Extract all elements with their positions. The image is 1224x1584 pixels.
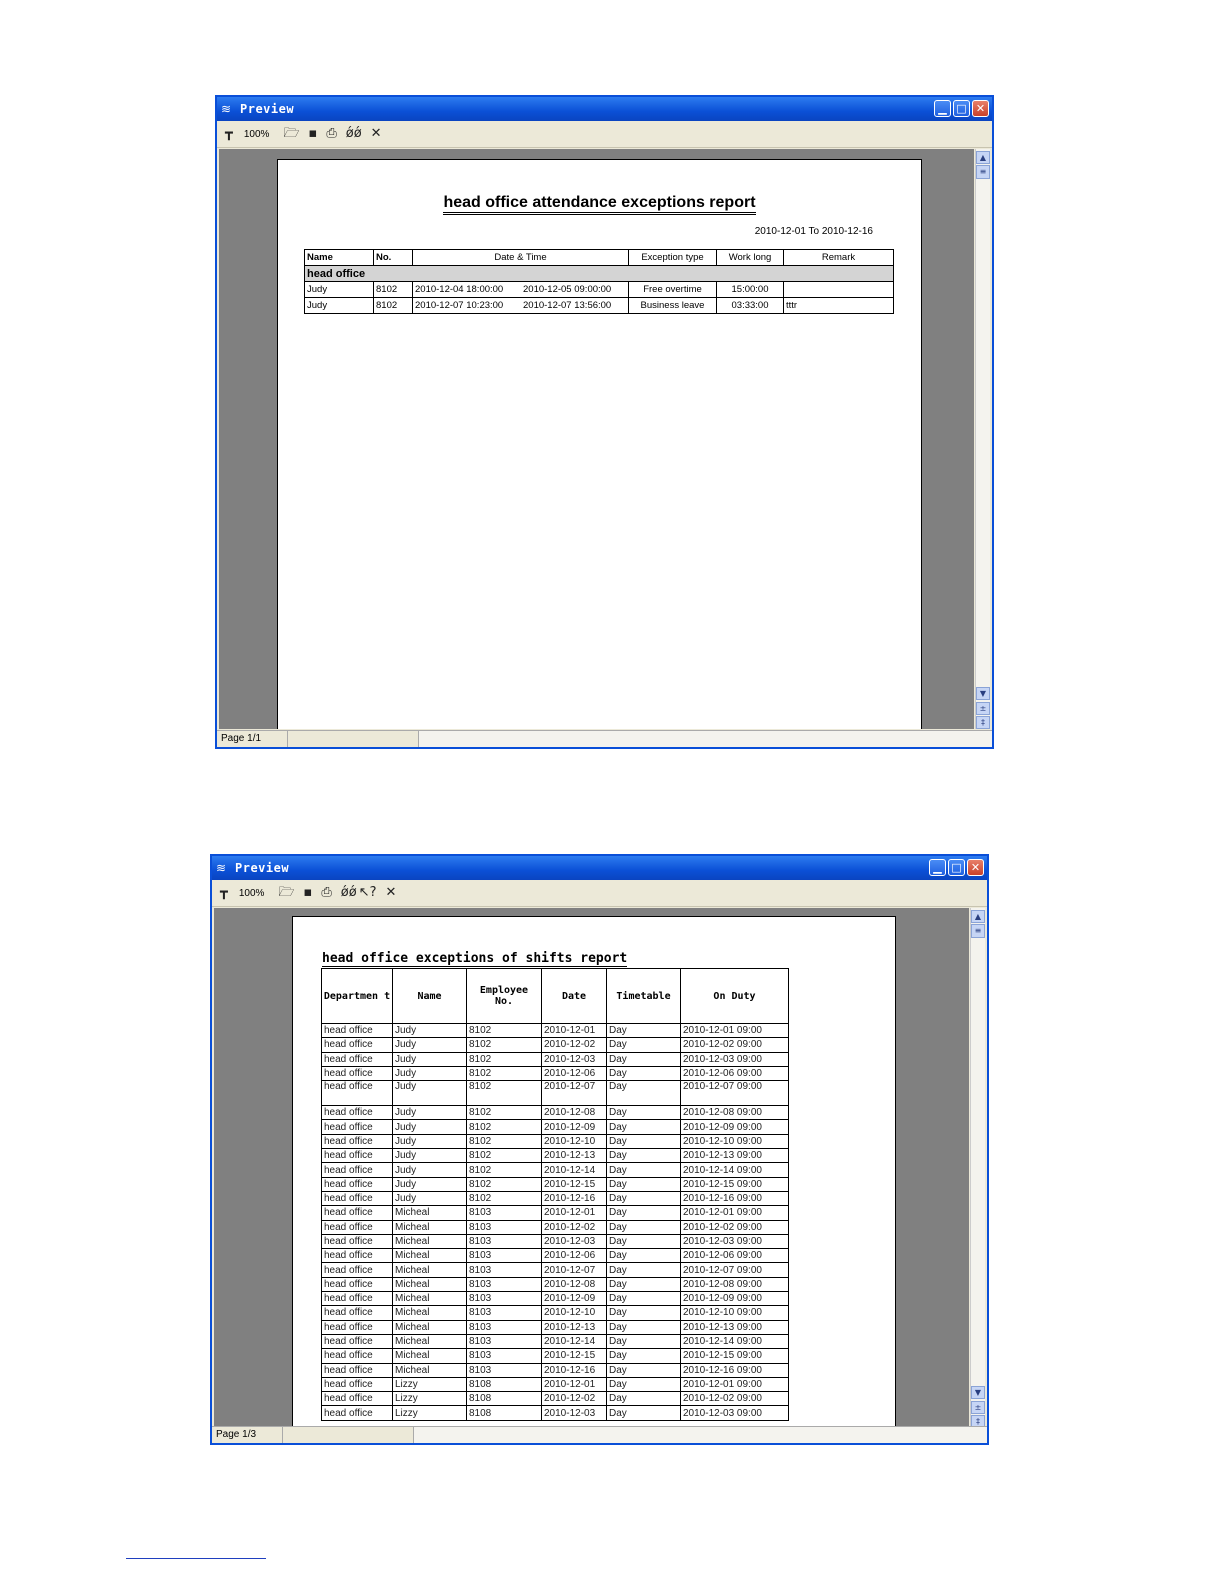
cell-on-duty: 2010-12-14 09:00 [681,1334,789,1348]
cell-on-duty: 2010-12-03 09:00 [681,1052,789,1066]
minimize-button[interactable]: ▁ [929,859,946,876]
col-header-no: No. [374,250,413,266]
cell-datetime: 2010-12-07 10:23:00 2010-12-07 13:56:00 [413,298,629,314]
cell-on-duty: 2010-12-01 09:00 [681,1024,789,1038]
table-row [322,1024,789,1038]
cell-employee-no: 8102 [467,1177,542,1191]
cell-name: Micheal [393,1349,467,1363]
cell-on-duty: 2010-12-06 09:00 [681,1066,789,1080]
cell-date: 2010-12-03 [542,1406,607,1420]
cell-employee-no: 8102 [467,1134,542,1148]
cell-name: Micheal [393,1263,467,1277]
cell-on-duty: 2010-12-07 09:00 [681,1263,789,1277]
zoom-level[interactable]: 100% [238,887,265,899]
close-icon[interactable]: ✕ [385,885,397,900]
cell-name: Judy [393,1120,467,1134]
status-blank [283,1427,414,1443]
cell-on-duty: 2010-12-15 09:00 [681,1177,789,1191]
cell-timetable: Day [607,1263,681,1277]
report-page [292,916,896,1428]
cell-employee-no: 8103 [467,1234,542,1248]
cell-department: head office [322,1249,393,1263]
col-header-work-long: Work long [717,250,784,266]
window-title: Preview [240,102,295,116]
cell-name: Judy [393,1163,467,1177]
cell-name: Micheal [393,1306,467,1320]
cell-employee-no: 8103 [467,1363,542,1377]
col-header-exception-type: Exception type [629,250,717,266]
cell-employee-no: 8108 [467,1392,542,1406]
cell-name: Judy [393,1038,467,1052]
cell-date: 2010-12-16 [542,1363,607,1377]
cell-no: 8102 [374,298,413,314]
scroll-thumb[interactable]: ≡ [971,924,985,938]
cell-exception-type: Business leave [629,298,717,314]
cell-employee-no: 8103 [467,1320,542,1334]
cell-name: Judy [393,1066,467,1080]
cell-datetime: 2010-12-04 18:00:00 2010-12-05 09:00:00 [413,282,629,298]
cell-department: head office [322,1038,393,1052]
cell-work-long: 15:00:00 [717,282,784,298]
cell-name: Micheal [393,1320,467,1334]
cell-on-duty: 2010-12-03 09:00 [681,1406,789,1420]
cell-date: 2010-12-08 [542,1277,607,1291]
table-row [322,1363,789,1377]
cell-timetable: Day [607,1052,681,1066]
cell-department: head office [322,1363,393,1377]
cell-employee-no: 8103 [467,1249,542,1263]
cell-department: head office [322,1220,393,1234]
table-row [322,1349,789,1363]
help-icon[interactable]: ↖? [358,885,377,900]
cell-department: head office [322,1052,393,1066]
cell-timetable: Day [607,1392,681,1406]
report-date-range: 2010-12-01 To 2010-12-16 [754,226,873,237]
cell-date: 2010-12-07 [542,1263,607,1277]
cell-date: 2010-12-09 [542,1292,607,1306]
cell-department: head office [322,1206,393,1220]
cell-date: 2010-12-06 [542,1249,607,1263]
table-header [305,250,894,266]
title-bar[interactable] [212,856,987,880]
cell-timetable: Day [607,1066,681,1080]
preview-window-attendance-exceptions [215,95,994,749]
cell-employee-no: 8102 [467,1024,542,1038]
cell-name: Judy [393,1191,467,1205]
cell-no: 8102 [374,282,413,298]
cell-timetable: Day [607,1363,681,1377]
zoom-icon[interactable]: ┳ [220,885,228,900]
scroll-up-icon[interactable]: ▲ [976,151,990,164]
cell-name: Judy [393,1149,467,1163]
horizontal-scrollbar[interactable] [414,1427,987,1443]
cell-timetable: Day [607,1249,681,1263]
cell-timetable: Day [607,1149,681,1163]
cell-name: Micheal [393,1363,467,1377]
table-row [322,1038,789,1052]
cell-employee-no: 8103 [467,1206,542,1220]
cell-name: Judy [305,298,374,314]
maximize-button[interactable]: □ [948,859,965,876]
title-bar[interactable] [217,97,992,121]
cell-department: head office [322,1106,393,1120]
window-title: Preview [235,861,290,875]
cell-name: Judy [393,1134,467,1148]
table-row [322,1263,789,1277]
horizontal-scrollbar[interactable] [419,731,992,747]
table-header [322,969,789,1024]
cell-employee-no: 8108 [467,1406,542,1420]
cell-date: 2010-12-14 [542,1334,607,1348]
table-row [322,1120,789,1134]
cell-date: 2010-12-06 [542,1066,607,1080]
cell-employee-no: 8103 [467,1263,542,1277]
preview-window-shift-exceptions [210,854,989,1445]
cell-timetable: Day [607,1163,681,1177]
cell-on-duty: 2010-12-01 09:00 [681,1377,789,1391]
cell-employee-no: 8103 [467,1334,542,1348]
report-page [277,159,922,729]
exceptions-table [304,249,894,314]
cell-timetable: Day [607,1206,681,1220]
scroll-up-icon[interactable]: ▲ [971,910,985,923]
cell-timetable: Day [607,1277,681,1291]
cell-name: Lizzy [393,1392,467,1406]
cell-date: 2010-12-13 [542,1149,607,1163]
cell-on-duty: 2010-12-14 09:00 [681,1163,789,1177]
cell-date: 2010-12-15 [542,1349,607,1363]
cell-on-duty: 2010-12-16 09:00 [681,1191,789,1205]
group-label: head office [305,266,894,282]
print-icon[interactable]: ⎙ [326,126,337,141]
preview-app-icon: ≋ [221,102,232,116]
cell-name: Judy [393,1081,467,1106]
report-title: head office exceptions of shifts report [322,951,627,966]
open-folder-icon[interactable]: 🗁 [283,126,300,141]
toolbar [212,880,987,907]
table-row [322,1220,789,1234]
cell-date: 2010-12-13 [542,1320,607,1334]
cell-timetable: Day [607,1038,681,1052]
table-row [322,1392,789,1406]
vertical-scrollbar[interactable] [970,908,985,1428]
table-row [322,1406,789,1420]
preview-viewport[interactable] [219,149,974,729]
cell-on-duty: 2010-12-02 09:00 [681,1392,789,1406]
cell-remark [784,282,894,298]
cell-on-duty: 2010-12-09 09:00 [681,1120,789,1134]
cell-name: Micheal [393,1249,467,1263]
table-row [322,1106,789,1120]
status-blank [288,731,419,747]
cell-department: head office [322,1163,393,1177]
table-row [322,1149,789,1163]
cell-timetable: Day [607,1334,681,1348]
cell-name: Judy [393,1106,467,1120]
binoculars-icon[interactable]: ǿǿ [340,885,357,900]
cell-on-duty: 2010-12-16 09:00 [681,1363,789,1377]
cell-employee-no: 8103 [467,1220,542,1234]
table-row [322,1234,789,1248]
col-header-employee-no: Employee No. [467,969,542,1024]
cell-name: Judy [393,1177,467,1191]
close-window-button[interactable]: ✕ [967,859,984,876]
cell-date: 2010-12-03 [542,1052,607,1066]
cell-date: 2010-12-02 [542,1392,607,1406]
cell-name: Micheal [393,1334,467,1348]
cell-timetable: Day [607,1081,681,1106]
table-row [322,1177,789,1191]
cell-timetable: Day [607,1320,681,1334]
cell-department: head office [322,1277,393,1291]
cell-on-duty: 2010-12-07 09:00 [681,1081,789,1106]
col-header-name: Name [393,969,467,1024]
page-down-icon[interactable]: ‡ [976,716,990,729]
cell-timetable: Day [607,1134,681,1148]
scroll-down-icon[interactable]: ▼ [976,687,990,700]
cell-name: Micheal [393,1206,467,1220]
open-folder-icon[interactable]: 🗁 [278,885,295,900]
col-header-on-duty: On Duty [681,969,789,1024]
cell-department: head office [322,1024,393,1038]
col-header-name: Name [305,250,374,266]
binoculars-icon[interactable]: ǿǿ [345,126,362,141]
preview-app-icon: ≋ [216,861,227,875]
table-row [322,1066,789,1080]
col-header-department: Departmen t [322,969,393,1024]
save-icon[interactable]: ▪ [303,885,313,900]
col-header-date: Date [542,969,607,1024]
table-row [322,1306,789,1320]
cell-on-duty: 2010-12-10 09:00 [681,1306,789,1320]
cell-date: 2010-12-01 [542,1377,607,1391]
cell-date: 2010-12-10 [542,1134,607,1148]
cell-on-duty: 2010-12-15 09:00 [681,1349,789,1363]
cell-timetable: Day [607,1234,681,1248]
cell-name: Micheal [393,1220,467,1234]
cell-employee-no: 8102 [467,1120,542,1134]
cell-work-long: 03:33:00 [717,298,784,314]
cell-department: head office [322,1081,393,1106]
shift-exceptions-table [321,968,789,1421]
cell-name: Judy [393,1024,467,1038]
cell-timetable: Day [607,1377,681,1391]
page-up-icon[interactable]: ± [976,702,990,715]
table-row [305,298,894,314]
cell-name: Lizzy [393,1406,467,1420]
cell-department: head office [322,1120,393,1134]
table-row [322,1163,789,1177]
cell-timetable: Day [607,1106,681,1120]
cell-on-duty: 2010-12-10 09:00 [681,1134,789,1148]
cell-department: head office [322,1320,393,1334]
cell-date: 2010-12-02 [542,1220,607,1234]
table-row [322,1334,789,1348]
table-row [322,1191,789,1205]
cell-employee-no: 8103 [467,1349,542,1363]
cell-employee-no: 8102 [467,1191,542,1205]
col-header-datetime: Date & Time [413,250,629,266]
cell-name: Judy [393,1052,467,1066]
cell-employee-no: 8102 [467,1066,542,1080]
cell-name: Micheal [393,1234,467,1248]
cell-department: head office [322,1377,393,1391]
cell-department: head office [322,1191,393,1205]
cell-department: head office [322,1177,393,1191]
cell-employee-no: 8102 [467,1052,542,1066]
zoom-icon[interactable]: ┳ [225,126,233,141]
cell-employee-no: 8103 [467,1277,542,1291]
report-title: head office attendance exceptions report [278,194,921,212]
cell-timetable: Day [607,1191,681,1205]
scroll-down-icon[interactable]: ▼ [971,1386,985,1399]
zoom-level[interactable]: 100% [243,128,270,140]
cell-exception-type: Free overtime [629,282,717,298]
table-row [305,282,894,298]
cell-employee-no: 8102 [467,1081,542,1106]
cell-department: head office [322,1134,393,1148]
cell-date: 2010-12-09 [542,1120,607,1134]
cell-date: 2010-12-16 [542,1191,607,1205]
cell-department: head office [322,1263,393,1277]
maximize-button[interactable]: □ [953,100,970,117]
table-row [322,1206,789,1220]
cell-employee-no: 8102 [467,1149,542,1163]
cell-employee-no: 8108 [467,1377,542,1391]
cell-on-duty: 2010-12-01 09:00 [681,1206,789,1220]
cell-name: Micheal [393,1292,467,1306]
cell-department: head office [322,1066,393,1080]
col-header-remark: Remark [784,250,894,266]
cell-date: 2010-12-14 [542,1163,607,1177]
scroll-thumb[interactable]: ≡ [976,165,990,179]
cell-on-duty: 2010-12-06 09:00 [681,1249,789,1263]
footnote-rule [126,1558,266,1559]
col-header-timetable: Timetable [607,969,681,1024]
minimize-button[interactable]: ▁ [934,100,951,117]
cell-timetable: Day [607,1306,681,1320]
cell-date: 2010-12-03 [542,1234,607,1248]
cell-on-duty: 2010-12-09 09:00 [681,1292,789,1306]
close-window-button[interactable]: ✕ [972,100,989,117]
cell-remark: tttr [784,298,894,314]
cell-department: head office [322,1149,393,1163]
status-bar [212,1426,987,1443]
cell-timetable: Day [607,1024,681,1038]
page-indicator: Page 1/3 [212,1427,283,1443]
cell-date: 2010-12-08 [542,1106,607,1120]
table-row [322,1134,789,1148]
cell-name: Lizzy [393,1377,467,1391]
cell-on-duty: 2010-12-13 09:00 [681,1320,789,1334]
table-row [322,1277,789,1291]
preview-viewport[interactable] [214,908,969,1428]
cell-on-duty: 2010-12-03 09:00 [681,1234,789,1248]
status-bar [217,730,992,747]
cell-date: 2010-12-01 [542,1024,607,1038]
group-row [305,266,894,282]
close-icon[interactable]: ✕ [370,126,382,141]
toolbar [217,121,992,148]
cell-department: head office [322,1349,393,1363]
cell-employee-no: 8102 [467,1106,542,1120]
vertical-scrollbar[interactable] [975,149,990,729]
cell-timetable: Day [607,1177,681,1191]
cell-timetable: Day [607,1220,681,1234]
table-row [322,1377,789,1391]
save-icon[interactable]: ▪ [308,126,318,141]
cell-department: head office [322,1406,393,1420]
cell-on-duty: 2010-12-08 09:00 [681,1277,789,1291]
cell-name: Judy [305,282,374,298]
cell-timetable: Day [607,1406,681,1420]
cell-department: head office [322,1392,393,1406]
print-icon[interactable]: ⎙ [321,885,332,900]
cell-department: head office [322,1292,393,1306]
cell-on-duty: 2010-12-13 09:00 [681,1149,789,1163]
page-indicator: Page 1/1 [217,731,288,747]
cell-timetable: Day [607,1292,681,1306]
cell-name: Micheal [393,1277,467,1291]
cell-date: 2010-12-07 [542,1081,607,1106]
cell-department: head office [322,1334,393,1348]
cell-date: 2010-12-15 [542,1177,607,1191]
table-row [322,1292,789,1306]
cell-department: head office [322,1306,393,1320]
table-row [322,1249,789,1263]
cell-employee-no: 8102 [467,1163,542,1177]
cell-employee-no: 8102 [467,1038,542,1052]
cell-on-duty: 2010-12-02 09:00 [681,1038,789,1052]
cell-department: head office [322,1234,393,1248]
cell-employee-no: 8103 [467,1306,542,1320]
table-row [322,1081,789,1106]
cell-employee-no: 8103 [467,1292,542,1306]
cell-date: 2010-12-02 [542,1038,607,1052]
cell-date: 2010-12-01 [542,1206,607,1220]
cell-on-duty: 2010-12-08 09:00 [681,1106,789,1120]
table-row [322,1052,789,1066]
cell-timetable: Day [607,1349,681,1363]
cell-timetable: Day [607,1120,681,1134]
table-row [322,1320,789,1334]
page-up-icon[interactable]: ± [971,1401,985,1414]
cell-on-duty: 2010-12-02 09:00 [681,1220,789,1234]
cell-date: 2010-12-10 [542,1306,607,1320]
page-down-icon[interactable]: ‡ [971,1415,985,1428]
